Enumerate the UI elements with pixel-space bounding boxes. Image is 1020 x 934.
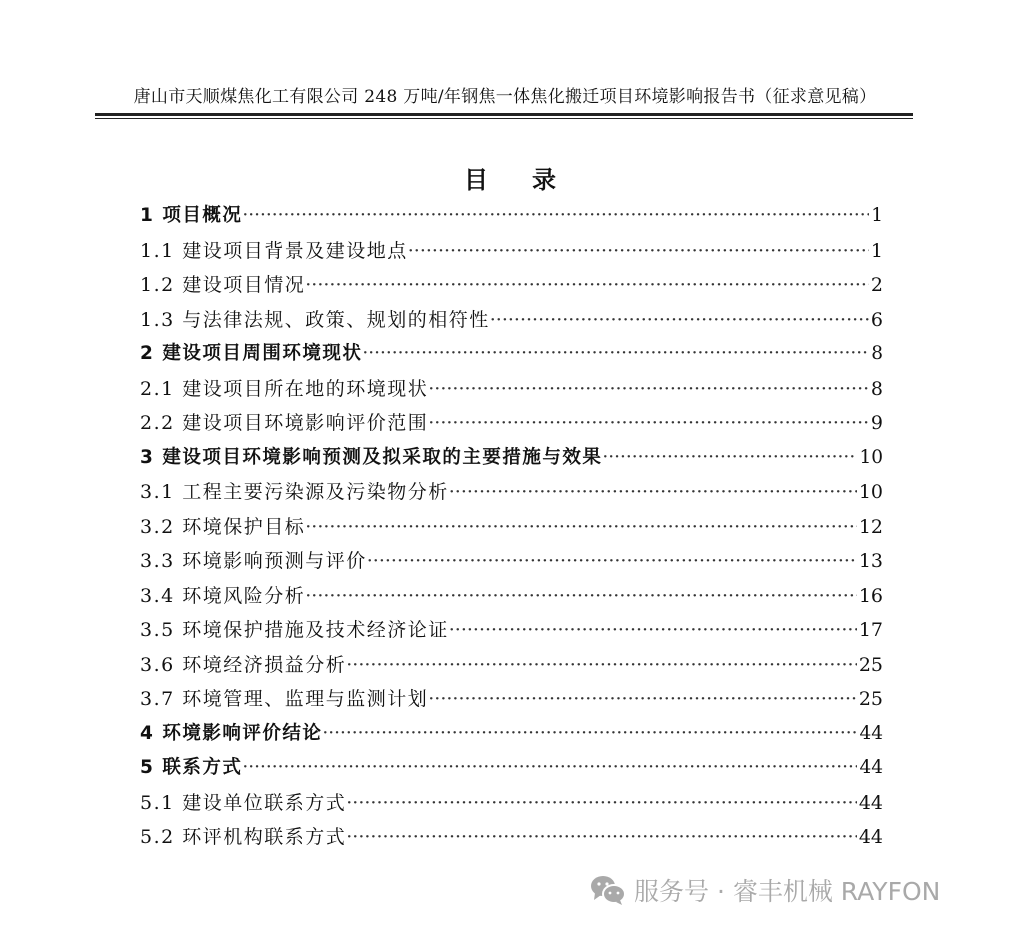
dot-leader — [305, 268, 869, 303]
toc-entry-label: 1 项目概况 — [140, 205, 243, 226]
toc-entry-label: 1.3 与法律法规、政策、规划的相符性 — [140, 308, 490, 331]
dot-leader — [367, 544, 857, 579]
toc-entry[interactable] — [140, 786, 883, 821]
toc-entry-page: 10 — [858, 481, 883, 503]
toc-entry[interactable] — [140, 234, 883, 269]
toc-entry[interactable] — [140, 372, 883, 407]
dot-leader — [242, 751, 857, 786]
watermark-text: 服务号 · 睿丰机械 RAYFON — [634, 877, 941, 906]
toc-entry-page: 1 — [870, 239, 883, 262]
table-of-contents — [140, 199, 883, 855]
dot-leader — [242, 199, 869, 234]
dot-leader — [322, 717, 857, 752]
toc-entry[interactable] — [140, 751, 883, 786]
toc-entry[interactable] — [140, 820, 883, 855]
dot-leader — [428, 406, 869, 441]
dot-leader — [346, 648, 857, 683]
toc-entry-label: 3.4 环境风险分析 — [140, 584, 306, 607]
toc-entry-label: 5.2 环评机构联系方式 — [140, 826, 347, 848]
toc-entry-label: 3.2 环境保护目标 — [140, 515, 306, 538]
toc-entry[interactable] — [140, 648, 883, 683]
dot-leader — [602, 441, 857, 476]
toc-entry-label: 3.5 环境保护措施及技术经济论证 — [140, 619, 449, 641]
toc-entry[interactable] — [140, 303, 883, 338]
toc-entry-label: 3.1 工程主要污染源及污染物分析 — [140, 481, 449, 503]
toc-entry-page: 2 — [870, 274, 883, 296]
dot-leader — [305, 579, 857, 614]
toc-entry-page: 12 — [858, 515, 883, 538]
header-rule-thin — [95, 118, 913, 119]
toc-title: 目录 — [464, 165, 600, 194]
toc-entry-label: 5 联系方式 — [140, 757, 243, 778]
toc-entry-label: 2.2 建设项目环境影响评价范围 — [140, 412, 429, 434]
toc-entry-page: 10 — [859, 446, 883, 468]
dot-leader — [362, 337, 869, 372]
toc-entry-page: 8 — [870, 377, 883, 400]
toc-entry[interactable] — [140, 717, 883, 752]
toc-entry-page: 44 — [859, 722, 883, 744]
dot-leader — [408, 234, 869, 269]
dot-leader — [305, 510, 857, 545]
toc-entry-page: 44 — [858, 791, 883, 814]
dot-leader — [346, 820, 857, 855]
header-rule-thick — [95, 113, 913, 116]
toc-entry[interactable] — [140, 268, 883, 303]
toc-entry-label: 3.6 环境经济损益分析 — [140, 653, 347, 676]
dot-leader — [428, 372, 869, 407]
toc-entry[interactable] — [140, 682, 883, 717]
toc-entry-page: 13 — [858, 550, 883, 572]
toc-entry-page: 17 — [858, 619, 883, 641]
toc-entry[interactable] — [140, 613, 883, 648]
toc-entry-page: 1 — [871, 205, 883, 226]
toc-entry[interactable] — [140, 337, 883, 372]
dot-leader — [490, 303, 869, 338]
toc-entry-label: 4 环境影响评价结论 — [140, 722, 323, 744]
toc-entry-page: 44 — [858, 826, 883, 848]
dot-leader — [428, 682, 857, 717]
toc-entry-label: 2 建设项目周围环境现状 — [140, 343, 363, 364]
toc-entry-label: 3.3 环境影响预测与评价 — [140, 550, 367, 572]
toc-entry-page: 8 — [871, 343, 883, 364]
toc-entry[interactable] — [140, 510, 883, 545]
toc-entry-page: 44 — [859, 757, 883, 778]
toc-entry-label: 3.7 环境管理、监理与监测计划 — [140, 688, 429, 710]
toc-entry[interactable] — [140, 544, 883, 579]
toc-entry-label: 3 建设项目环境影响预测及拟采取的主要措施与效果 — [140, 446, 603, 468]
toc-entry[interactable] — [140, 441, 883, 476]
toc-entry-label: 1.2 建设项目情况 — [140, 274, 306, 296]
dot-leader — [346, 786, 857, 821]
wechat-icon — [590, 875, 626, 905]
toc-entry-page: 6 — [870, 308, 883, 331]
toc-entry-page: 25 — [858, 688, 883, 710]
toc-entry[interactable] — [140, 579, 883, 614]
watermark — [590, 872, 940, 908]
toc-entry[interactable] — [140, 475, 883, 510]
dot-leader — [449, 613, 857, 648]
toc-entry-page: 16 — [858, 584, 883, 607]
toc-entry[interactable] — [140, 406, 883, 441]
toc-entry-label: 5.1 建设单位联系方式 — [140, 791, 347, 814]
document-header: 唐山市天顺煤焦化工有限公司 248 万吨/年钢焦一体焦化搬迁项目环境影响报告书（征求意见稿） — [133, 87, 877, 107]
toc-entry-page: 9 — [870, 412, 883, 434]
toc-entry[interactable] — [140, 199, 883, 234]
toc-entry-label: 1.1 建设项目背景及建设地点 — [140, 239, 408, 262]
toc-entry-page: 25 — [858, 653, 883, 676]
dot-leader — [449, 475, 857, 510]
toc-entry-label: 2.1 建设项目所在地的环境现状 — [140, 377, 429, 400]
